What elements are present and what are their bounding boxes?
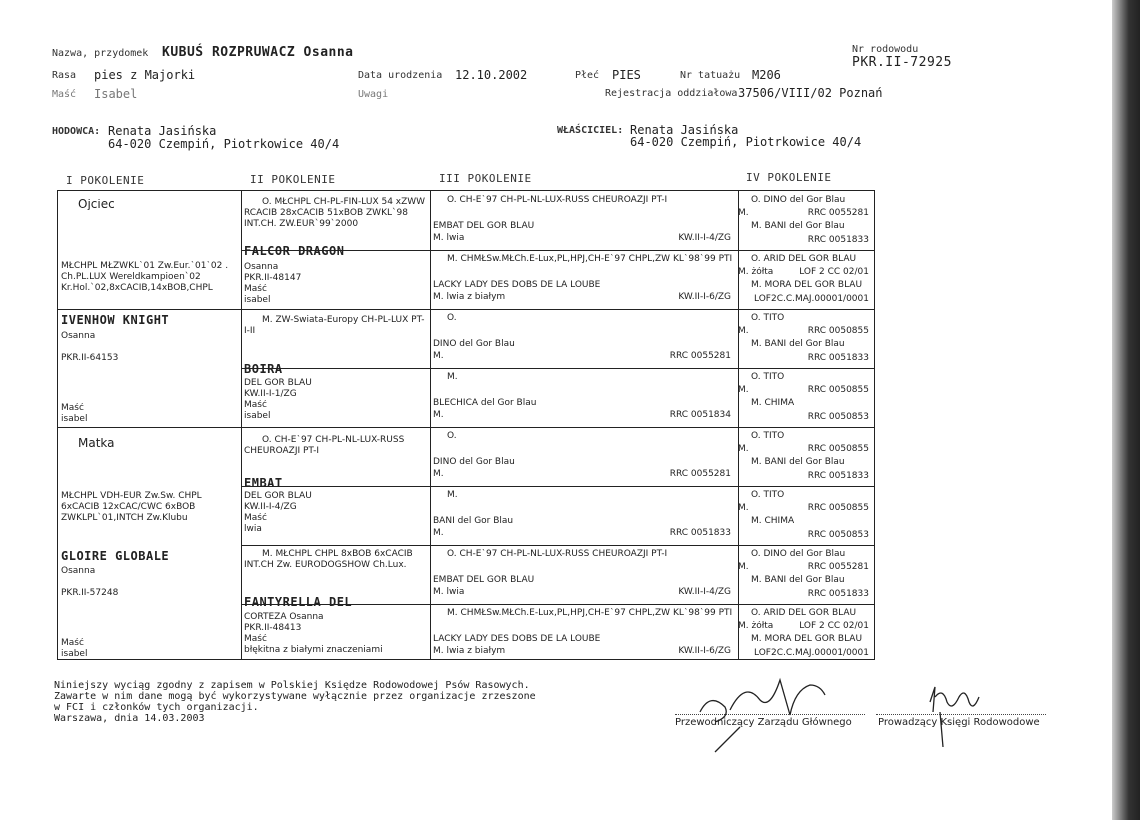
breeder-address: 64-020 Czempiń, Piotrkowice 40/4 [108, 137, 340, 151]
gen4-sire-reg: RRC 0050855 [807, 385, 869, 395]
gen4-dam-reg: RRC 0050853 [807, 412, 869, 422]
gen4-dam-reg: RRC 0051833 [807, 353, 869, 363]
mother-reg: PKR.II-57248 [61, 588, 119, 598]
gen3-titles: O. CH-E`97 CH-PL-NL-LUX-RUSS CHEUROAZJI PT-I [447, 195, 668, 205]
scan-edge [1112, 0, 1140, 820]
signature-2-icon [920, 672, 1020, 754]
owner-address: 64-020 Czempiń, Piotrkowice 40/4 [630, 135, 862, 149]
gen4-dam: M. CHIMA [751, 398, 795, 408]
owner-label: WŁAŚCICIEL: [557, 125, 624, 136]
name-label: Nazwa, przydomek [52, 48, 149, 59]
gen3-name: LACKY LADY DES DOBS DE LA LOUBE [433, 280, 601, 290]
registration-value: 37506/VIII/02 Poznań [738, 86, 883, 100]
pedigree-no-label: Nr rodowodu [852, 44, 919, 55]
gen4-dam-reg: LOF2C.C.MAJ.00001/0001 [754, 648, 869, 658]
gen3-color: M. lwia [433, 587, 465, 597]
gen3-reg: KW.II-I-6/ZG [678, 646, 731, 656]
gen3-reg: KW.II-I-6/ZG [678, 292, 731, 302]
gen3-titles: O. [447, 431, 457, 441]
father-color-label: Maść [61, 403, 84, 413]
gen3-cell [433, 191, 735, 249]
gen4-cell [738, 191, 873, 249]
gen4-sire: O. DINO del Gor Blau [751, 549, 846, 559]
footer-statement: Niniejszy wyciąg zgodny z zapisem w Polskiej Księdze Rodowodowej Psów Rasowych. Zawarte w nim dane mogą być wykorzystywane wyłącznie przez organizacje zrzeszone w FCI i członków tych organizacji. Warszawa, dnia 14.03.2003 [54, 680, 536, 724]
gen3-titles: M. [447, 372, 458, 382]
gen4-sire-color: M. [738, 208, 749, 218]
gen4-sire-color: M. [738, 444, 749, 454]
gen3-cell [433, 368, 735, 426]
breeder-label: HODOWCA: [52, 126, 101, 137]
gen4-cell [738, 427, 873, 485]
gen2-fm-color-label: Maść [244, 400, 267, 410]
breed-value: pies z Majorki [94, 68, 196, 82]
registration-label: Rejestracja oddziałowa [605, 88, 738, 99]
gen3-color: M. lwia z białym [433, 292, 506, 302]
gen2-ff-name: FALCOR DRAGON [244, 246, 345, 257]
gen-header-3: III POKOLENIE [439, 172, 532, 185]
gen4-sire: O. TITO [751, 313, 785, 323]
gen4-sire-reg: RRC 0055281 [807, 208, 869, 218]
gen-header-2: II POKOLENIE [250, 173, 336, 186]
signature-1-label: Przewodniczący Zarządu Głównego [675, 717, 852, 728]
gen3-titles: M. CHMŁŚw.MŁCh.E-Lux,PL,HPJ,CH-E`97 CHPL,ZW KL`98`99 PTI [447, 254, 733, 264]
gen4-sire: O. DINO del Gor Blau [751, 195, 846, 205]
gen2-mm-reg: PKR.II-48413 [244, 623, 302, 633]
gen4-cell [738, 486, 873, 544]
gen-header-1: I POKOLENIE [66, 174, 145, 187]
gen4-sire-reg: RRC 0050855 [807, 326, 869, 336]
father-label: Ojciec [78, 199, 115, 210]
gen4-dam: M. CHIMA [751, 516, 795, 526]
gen3-titles: M. [447, 490, 458, 500]
gen4-dam-reg: RRC 0051833 [807, 471, 869, 481]
gen2-mf-reg: KW.II-I-4/ZG [244, 502, 297, 512]
gen3-cell [433, 309, 735, 367]
gen3-name: BLECHICA del Gor Blau [433, 398, 537, 408]
gen4-cell [738, 250, 873, 308]
father-reg: PKR.II-64153 [61, 353, 119, 363]
gen3-color: M. [433, 351, 444, 361]
gen3-name: DINO del Gor Blau [433, 457, 515, 467]
pedigree-no: PKR.II-72925 [852, 55, 952, 70]
gen2-fm-name: BOIRA [244, 364, 283, 375]
gen3-titles: O. [447, 313, 457, 323]
gen3-name: EMBAT DEL GOR BLAU [433, 575, 535, 585]
mother-color: isabel [61, 649, 88, 659]
gen3-color: M. [433, 528, 444, 538]
gen4-sire: O. TITO [751, 490, 785, 500]
gen4-dam-reg: RRC 0051833 [807, 235, 869, 245]
gen3-titles: O. CH-E`97 CH-PL-NL-LUX-RUSS CHEUROAZJI PT-I [447, 549, 668, 559]
gen3-name: LACKY LADY DES DOBS DE LA LOUBE [433, 634, 601, 644]
gen4-sire-color: M. [738, 385, 749, 395]
gen4-sire: O. TITO [751, 431, 785, 441]
gen2-mm-color: błękitna z białymi znaczeniami [244, 645, 383, 655]
gen3-titles: M. CHMŁŚw.MŁCh.E-Lux,PL,HPJ,CH-E`97 CHPL,ZW KL`98`99 PTI [447, 608, 733, 618]
gen3-name: EMBAT DEL GOR BLAU [433, 221, 535, 231]
signature-1-icon [680, 672, 860, 754]
gen2-ff-kennel: Osanna [244, 262, 279, 272]
gen4-sire-reg: RRC 0050855 [807, 444, 869, 454]
gen-header-4: IV POKOLENIE [746, 171, 832, 184]
gen4-sire: O. ARID DEL GOR BLAU [751, 254, 857, 264]
mother-titles: MŁCHPL VDH-EUR Zw.Św. CHPL 6xCACIB 12xCAC/CWC 6xBOB ZWKLPL`01,INTCH Zw.Klubu [61, 491, 202, 523]
gen3-color: M. [433, 469, 444, 479]
gen4-sire-reg: LOF 2 CC 02/01 [799, 267, 869, 277]
gen4-dam-reg: RRC 0051833 [807, 589, 869, 599]
gen3-reg: RRC 0051833 [669, 528, 731, 538]
dob-value: 12.10.2002 [455, 68, 528, 82]
gen4-dam: M. BANI del Gor Blau [751, 339, 845, 349]
sex-value: PIES [612, 68, 641, 82]
gen4-sire-reg: RRC 0055281 [807, 562, 869, 572]
father-kennel: Osanna [61, 331, 96, 341]
gen3-name: BANI del Gor Blau [433, 516, 514, 526]
gen2-mm-name: FANTYRELLA DEL [244, 597, 353, 608]
gen4-sire-color: M. żółta [738, 621, 774, 631]
sex-label: Płeć [575, 70, 600, 81]
gen2-ff-color-label: Maść [244, 284, 267, 294]
gen4-dam: M. MORA DEL GOR BLAU [751, 280, 863, 290]
gen4-dam-reg: LOF2C.C.MAJ.00001/0001 [754, 294, 869, 304]
signature-2-label: Prowadzący Księgi Rodowodowe [878, 717, 1040, 728]
gen4-sire: O. ARID DEL GOR BLAU [751, 608, 857, 618]
pedigree-table [57, 190, 875, 660]
gen3-cell [433, 604, 735, 662]
mother-label: Matka [78, 438, 115, 449]
gen3-color: M. lwia [433, 233, 465, 243]
gen4-sire-reg: RRC 0050855 [807, 503, 869, 513]
owner-name: Renata Jasińska [630, 123, 739, 137]
gen4-sire-color: M. żółta [738, 267, 774, 277]
father-titles: MŁCHPL MŁZWKL`01 Zw.Eur.`01`02 . Ch.PL.LUX Wereldkampioen`02 Kr.Hol.`02,8xCACIB,14xBOB,CHPL [61, 261, 229, 293]
gen2-mm-titles: M. MŁCHPL CHPL 8xBOB 6xCACIB INT.CH Zw. EURODOGSHOW Ch.Lux. [244, 549, 413, 570]
gen2-fm-reg: KW.II-I-1/ZG [244, 389, 297, 399]
breeder-name: Renata Jasińska [108, 124, 217, 138]
gen3-cell [433, 250, 735, 308]
gen2-mf-color: lwia [244, 524, 262, 534]
gen4-dam: M. BANI del Gor Blau [751, 221, 845, 231]
gen4-cell [738, 309, 873, 367]
color-label: Maść [52, 89, 77, 100]
gen3-color: M. [433, 410, 444, 420]
gen2-mf-name: EMBAT [244, 478, 283, 489]
gen2-mf-color-label: Maść [244, 513, 267, 523]
dob-label: Data urodzenia [358, 70, 443, 81]
gen3-cell [433, 545, 735, 603]
mother-kennel: Osanna [61, 566, 96, 576]
father-color: isabel [61, 414, 88, 424]
gen2-fm-kennel: DEL GOR BLAU [244, 378, 312, 388]
gen2-fm-titles: M. ZW-Świata-Europy CH-PL-LUX PT-I-II [244, 315, 425, 336]
gen4-sire: O. TITO [751, 372, 785, 382]
gen2-mm-kennel: CORTEZA Osanna [244, 612, 324, 622]
gen4-cell [738, 545, 873, 603]
dog-name: KUBUŚ ROZPRUWACZ Osanna [162, 45, 354, 60]
gen3-reg: RRC 0055281 [669, 351, 731, 361]
remarks-label: Uwagi [358, 89, 389, 100]
gen2-ff-color: isabel [244, 295, 271, 305]
breed-label: Rasa [52, 70, 77, 81]
tattoo-label: Nr tatuażu [680, 70, 741, 81]
gen2-mf-kennel: DEL GOR BLAU [244, 491, 312, 501]
gen3-cell [433, 486, 735, 544]
gen4-cell [738, 604, 873, 662]
gen3-reg: RRC 0055281 [669, 469, 731, 479]
gen3-name: DINO del Gor Blau [433, 339, 515, 349]
gen4-dam: M. BANI del Gor Blau [751, 575, 845, 585]
gen2-ff-titles: O. MŁCHPL CH-PL-FIN-LUX 54 xZWW RCACIB 28xCACIB 51xBOB ZWKL`98 INT.CH. ZW.EUR`99`2000 [244, 197, 426, 229]
gen4-dam: M. BANI del Gor Blau [751, 457, 845, 467]
gen3-reg: RRC 0051834 [669, 410, 731, 420]
mother-name: GLOIRE GLOBALE [61, 551, 170, 562]
gen3-cell [433, 427, 735, 485]
gen4-cell [738, 368, 873, 426]
gen3-reg: KW.II-I-4/ZG [678, 587, 731, 597]
gen4-sire-color: M. [738, 503, 749, 513]
gen4-sire-color: M. [738, 562, 749, 572]
gen4-dam: M. MORA DEL GOR BLAU [751, 634, 863, 644]
gen3-reg: KW.II-I-4/ZG [678, 233, 731, 243]
gen2-mm-color-label: Maść [244, 634, 267, 644]
gen4-dam-reg: RRC 0050853 [807, 530, 869, 540]
mother-color-label: Maść [61, 638, 84, 648]
gen2-mf-titles: O. CH-E`97 CH-PL-NL-LUX-RUSS CHEUROAZJI PT-I [244, 435, 405, 456]
gen2-fm-color: isabel [244, 411, 271, 421]
gen4-sire-reg: LOF 2 CC 02/01 [799, 621, 869, 631]
color-value: Isabel [94, 87, 138, 101]
tattoo-value: M206 [752, 68, 781, 82]
gen2-ff-reg: PKR.II-48147 [244, 273, 302, 283]
gen3-color: M. lwia z białym [433, 646, 506, 656]
gen4-sire-color: M. [738, 326, 749, 336]
father-name: IVENHOW KNIGHT [61, 315, 170, 326]
